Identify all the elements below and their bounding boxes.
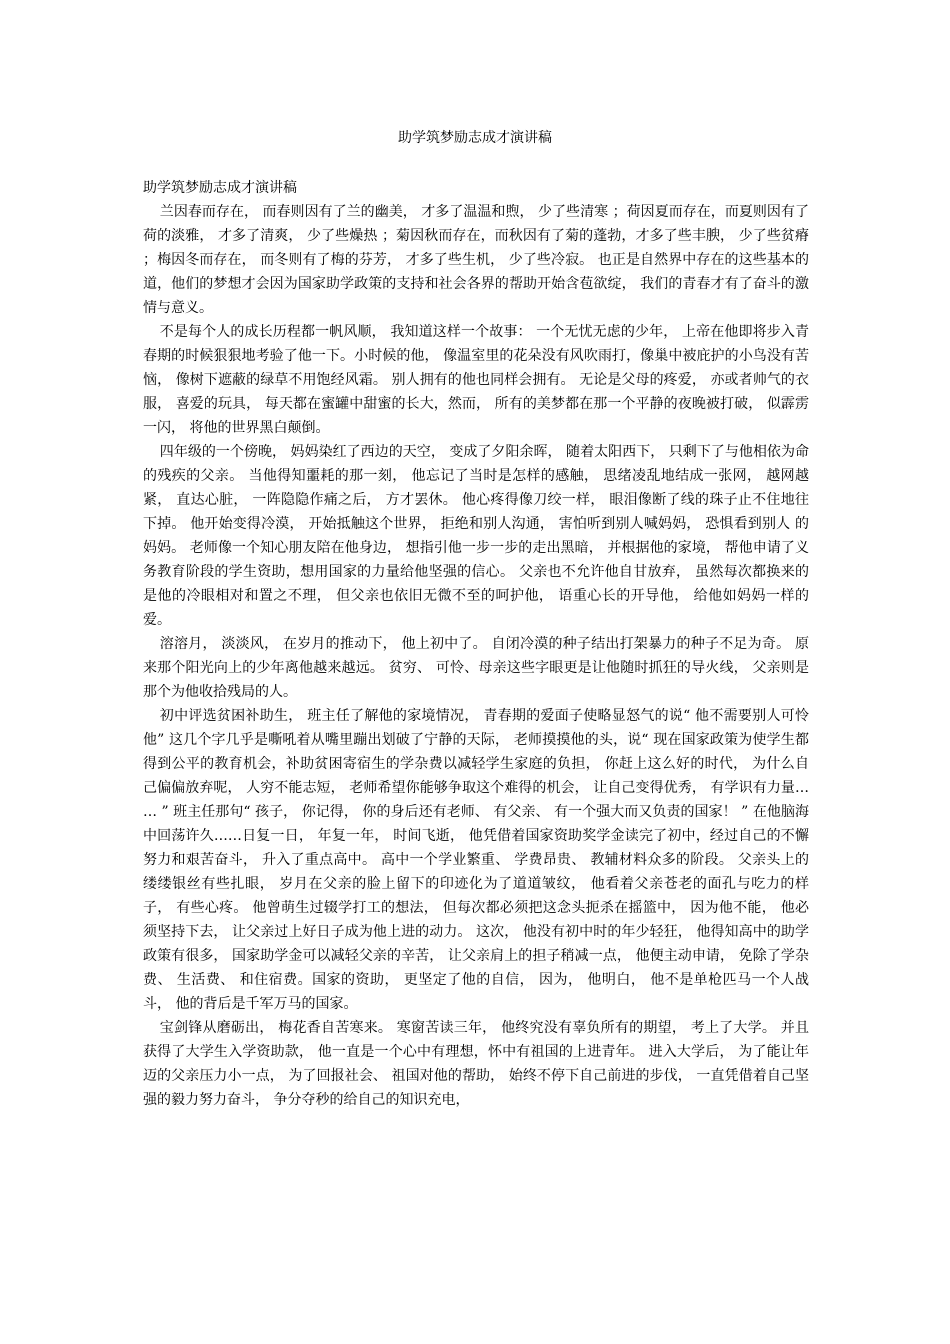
- paragraph-2: 不是每个人的成长历程都一帆风顺， 我知道这样一个故事： 一个无忧无虑的少年， 上帝在他即将步入青春期的时候狠狠地考验了他一下。小时候的他， 像温室里的花朵没有风吹雨打，像巢中被庇护的小鸟没有苦恼， 像树下遮蔽的绿草不用饱经风霜。 别人拥有的他也同样会拥有。 无论是父母的疼爱， 亦或者帅气的衣服， 喜爱的玩具， 每天都在蜜罐中甜蜜的长大，然而， 所有的美梦都在那一个平静的夜晚被打破， 似霹雳一闪， 将他的世界黑白颠倒。: [143, 324, 809, 436]
- paragraph-6: 宝剑锋从磨砺出， 梅花香自苦寒来。 寒窗苦读三年， 他终究没有辜负所有的期望， 考上了大学。 并且获得了大学生入学资助款， 他一直是一个心中有理想，怀中有祖国的上进青年。 进入大学后， 为了能让年迈的父亲压力小一点， 为了回报社会、 祖国对他的帮助， 始终不停下自己前进的步伐， 一直凭借着自己坚强的毅力努力奋斗， 争分夺秒的给自己的知识充电，: [143, 1020, 809, 1108]
- document-subtitle: 助学筑梦励志成才演讲稿: [143, 180, 297, 196]
- document-body: [143, 176, 809, 1112]
- document-title: 助学筑梦励志成才演讲稿: [398, 130, 552, 146]
- paragraph-5: 初中评选贫困补助生， 班主任了解他的家境情况， 青春期的爱面子使略显怒气的说“ 他不需要别人可怜他” 这几个字几乎是嘶吼着从嘴里蹦出划破了宁静的天际， 老师摸摸他的头，说“ 现在国家政策为使学生都得到公平的教育机会，补助贫困寄宿生的学杂费以减轻学生家庭的负担， 你赶上这么好的时代， 为什么自己偏偏放弃呢， 人穷不能志短， 老师希望你能够争取这个难得的机会， 让自己变得优秀， 有学识有力量… … ” 班主任那句“ 孩子， 你记得， 你的身后还有老师、 有父亲、 有一个强大而又负责的国家！ ” 在他脑海中回荡许久……日复一日， 年复一年， 时间飞逝， 他凭借着国家资助奖学金读完了初中，经过自己的不懈努力和艰苦奋斗， 升入了重点高中。 高中一个学业繁重、 学费昂贵、 教辅材料众多的阶段。 父亲头上的缕缕银丝有些扎眼， 岁月在父亲的脸上留下的印迹化为了道道皱纹， 他看着父亲苍老的面孔与吃力的样子， 有些心疼。 他曾萌生过辍学打工的想法， 但每次都必须把这念头扼杀在摇篮中， 因为他不能， 他必须坚持下去， 让父亲过上好日子成为他上进的动力。 这次， 他没有初中时的年少轻狂， 他得知高中的助学政策有很多， 国家助学金可以减轻父亲的辛苦， 让父亲肩上的担子稍减一点， 他便主动申请， 免除了学杂费、 生活费、 和住宿费。国家的资助， 更坚定了他的自信， 因为， 他明白， 他不是单枪匹马一个人战斗， 他的背后是千军万马的国家。: [143, 708, 809, 1012]
- paragraph-1: 兰因春而存在， 而春则因有了兰的幽美， 才多了温温和煦， 少了些清寒 ；荷因夏而存在，而夏则因有了荷的淡雅， 才多了清爽， 少了些燥热 ；菊因秋而存在，而秋因有了菊的蓬勃，才多了些丰腴， 少了些贫瘠 ；梅因冬而存在， 而冬则有了梅的芬芳， 才多了些生机， 少了些冷寂。 也正是自然界中存在的这些基本的道，他们的梦想才会因为国家助学政策的支持和社会各界的帮助开始含苞欲绽， 我们的青春才有了奋斗的激情与意义。: [143, 204, 809, 316]
- paragraph-4: 溶溶月， 淡淡风， 在岁月的推动下， 他上初中了。 自闭冷漠的种子结出打架暴力的种子不足为奇。 原来那个阳光向上的少年离他越来越远。 贫穷、 可怜、母亲这些字眼更是让他随时抓狂的导火线， 父亲则是那个为他收拾残局的人。: [143, 636, 809, 700]
- paragraph-3: 四年级的一个傍晚， 妈妈染红了西边的天空， 变成了夕阳余晖， 随着太阳西下， 只剩下了与他相依为命的残疾的父亲。 当他得知噩耗的那一刻， 他忘记了当时是怎样的感触， 思绪凌乱地结成一张网， 越网越紧， 直达心脏， 一阵隐隐作痛之后， 方才罢休。 他心疼得像刀绞一样， 眼泪像断了线的珠子止不住地往下掉。 他开始变得冷漠， 开始抵触这个世界， 拒绝和别人沟通， 害怕听到别人喊妈妈， 恐惧看到别人 的妈妈。 老师像一个知心朋友陪在他身边， 想指引他一步一步的走出黑暗， 并根据他的家境， 帮他申请了义务教育阶段的学生资助，想用国家的力量给他坚强的信心。 父亲也不允许他自甘放弃， 虽然每次都换来的是他的冷眼相对和置之不理， 但父亲也依旧无微不至的呵护他， 语重心长的开导他， 给他如妈妈一样的爱。: [143, 444, 809, 628]
